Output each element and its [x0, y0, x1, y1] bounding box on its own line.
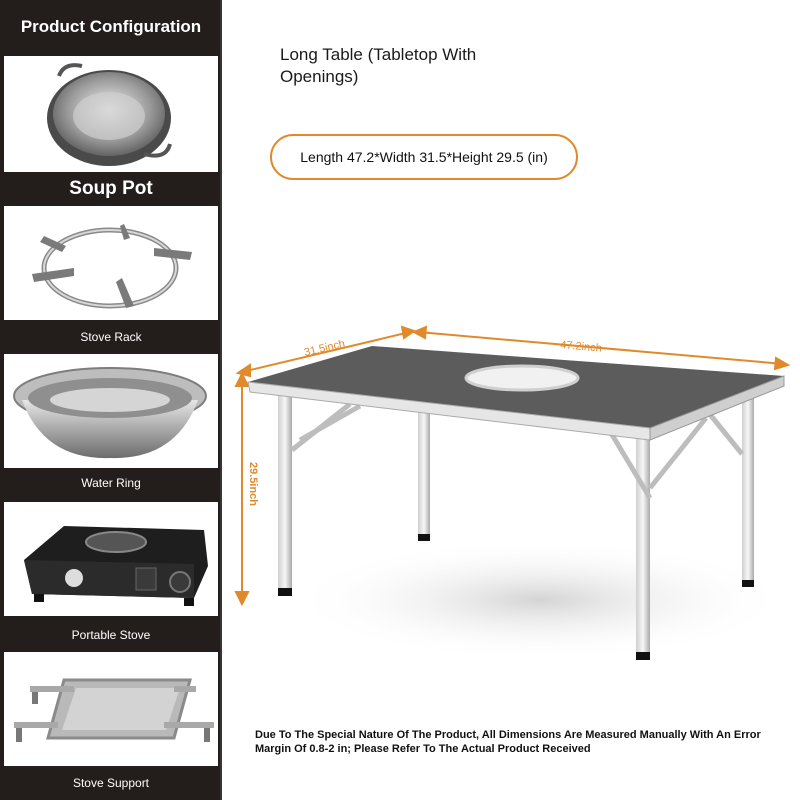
sidebar-item-label: Water Ring: [81, 476, 141, 490]
water-ring-icon: [4, 354, 218, 468]
length-dimension-label: 47.2inch: [559, 339, 603, 355]
panel-title: Product Configuration: [20, 17, 202, 36]
stove-rack-icon: [4, 206, 218, 320]
front-leg-left: [278, 392, 292, 592]
soup-pot-image: [4, 56, 218, 172]
water-ring-image: [4, 354, 218, 468]
sidebar-item-label: Stove Support: [72, 776, 150, 790]
sidebar-item-label: Stove Rack: [80, 330, 142, 344]
tabletop-opening: [466, 366, 578, 390]
stove-support-icon: [4, 652, 218, 766]
product-configuration-panel: [0, 0, 222, 800]
page-title: Long Table (Tabletop With Openings): [280, 45, 477, 86]
dimensions-badge: [270, 134, 578, 180]
disclaimer-note: Due To The Special Nature Of The Product, All Dimensions Are Measured Manually With An Error Margin Of 0.8-2 in; Please Refer To The Actual Product Received: [255, 729, 761, 755]
foot: [278, 588, 292, 596]
stove-rack-image: [4, 206, 218, 320]
portable-stove-image: [4, 502, 218, 616]
sidebar-item-label: Soup Pot: [69, 178, 153, 199]
foot: [636, 652, 650, 660]
front-leg-right: [636, 432, 650, 656]
portable-stove-icon: [4, 502, 218, 616]
stove-support-image: [4, 652, 218, 766]
width-dimension-label: 31.5inch: [302, 337, 347, 359]
table-illustration: [222, 300, 800, 680]
back-leg-right: [742, 396, 754, 584]
soup-pot-icon: [4, 56, 218, 172]
foot: [418, 534, 430, 541]
floor-shadow: [290, 540, 790, 660]
sidebar-item-label: Portable Stove: [71, 628, 151, 642]
foot: [742, 580, 754, 587]
back-leg-left: [418, 412, 430, 538]
dimensions-label: Length 47.2*Width 31.5*Height 29.5 (in): [300, 149, 548, 165]
height-dimension-label: 29.5inch: [247, 462, 259, 507]
